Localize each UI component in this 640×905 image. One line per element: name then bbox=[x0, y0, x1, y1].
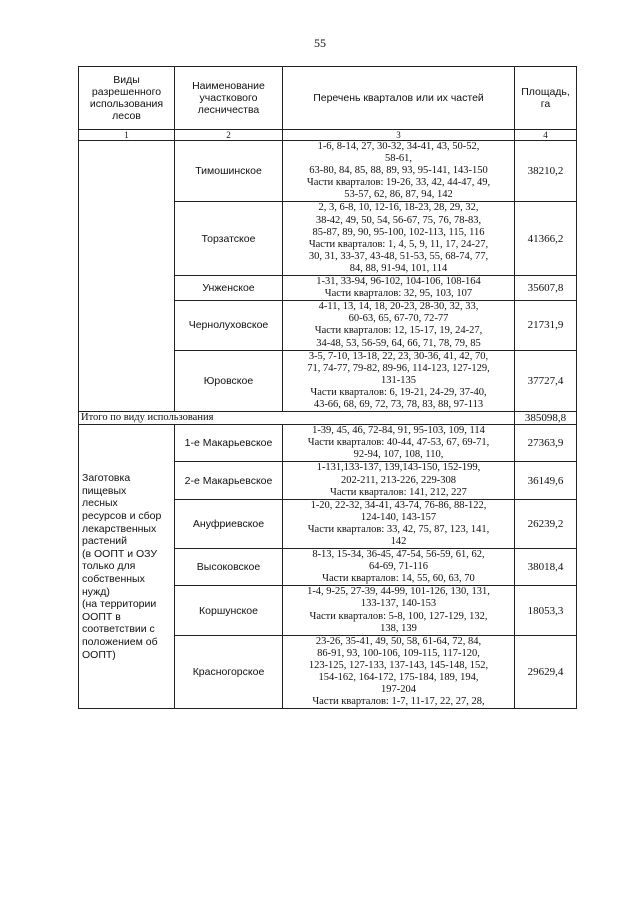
text-line: 71, 74-77, 79-82, 89-96, 114-123, 127-129, bbox=[307, 362, 490, 374]
text-line: 1-6, 8-14, 27, 30-32, 34-41, 43, 50-52, bbox=[317, 141, 480, 152]
total-row bbox=[79, 412, 577, 425]
text-line: 92-94, 107, 108, 110, bbox=[353, 449, 444, 461]
block-list bbox=[283, 301, 515, 350]
text-line: 58-61, bbox=[384, 153, 413, 165]
text-line: 142 bbox=[390, 536, 407, 547]
text-line: только для bbox=[82, 560, 136, 573]
text-line: 124-140, 143-157 bbox=[360, 511, 437, 523]
text-line: 30, 31, 33-37, 43-48, 51-53, 55, 68-74, 77, bbox=[308, 250, 489, 262]
text-line: Части кварталов: 14, 55, 60, 63, 70 bbox=[322, 573, 475, 585]
text-line: 1-39, 45, 46, 72-84, 91, 95-103, 109, 114 bbox=[312, 425, 485, 437]
total-area: 385098,8 bbox=[515, 412, 577, 425]
text-line: лекарственных bbox=[82, 522, 157, 535]
text-line: Части кварталов: 5-8, 100, 127-129, 132, bbox=[309, 610, 488, 622]
text-line: Части кварталов: 1-7, 11-17, 22, 27, 28, bbox=[312, 696, 485, 708]
area-value: 38210,2 bbox=[515, 141, 577, 202]
text-line: Части кварталов: 40-44, 47-53, 67, 69-71, bbox=[307, 437, 490, 449]
text-line: 53-57, 62, 86, 87, 94, 142 bbox=[344, 189, 453, 201]
table-row bbox=[79, 141, 577, 202]
area-value: 37727,4 bbox=[515, 350, 577, 411]
column-number: 2 bbox=[175, 130, 283, 141]
text-line: ООПТ в bbox=[82, 610, 121, 623]
text-line: Части кварталов: 33, 42, 75, 87, 123, 141, bbox=[307, 523, 490, 535]
block-list bbox=[283, 549, 515, 586]
area-value: 26239,2 bbox=[515, 499, 577, 548]
text-line: 43-66, 68, 69, 72, 73, 78, 83, 88, 97-113 bbox=[313, 398, 484, 410]
area-value: 41366,2 bbox=[515, 202, 577, 276]
header-area: Площадь, га bbox=[515, 67, 577, 130]
forest-use-table bbox=[78, 66, 577, 709]
text-line: ресурсов и сбор bbox=[82, 510, 162, 523]
text-line: ООПТ) bbox=[82, 648, 116, 661]
text-line: 197-204 bbox=[381, 684, 416, 696]
block-list bbox=[283, 141, 515, 202]
text-line: Части кварталов: 141, 212, 227 bbox=[330, 486, 467, 498]
text-line: 63-80, 84, 85, 88, 89, 93, 95-141, 143-150 bbox=[309, 165, 488, 177]
text-line: 3-5, 7-10, 13-18, 22, 23, 30-36, 41, 42, 70, bbox=[308, 350, 489, 362]
use-type-cell bbox=[79, 425, 175, 709]
forestry-name: Унженское bbox=[175, 276, 283, 301]
forestry-name: Высоковское bbox=[175, 549, 283, 586]
text-line: 34-48, 53, 56-59, 64, 66, 71, 78, 79, 85 bbox=[316, 337, 481, 349]
column-number: 4 bbox=[515, 130, 577, 141]
area-value: 18053,3 bbox=[515, 586, 577, 635]
text-line: 138, 139 bbox=[380, 622, 417, 634]
header-use-type: Виды разрешенного использования лесов bbox=[79, 67, 175, 130]
text-line: Части кварталов: 1, 4, 5, 9, 11, 17, 24-27, bbox=[308, 238, 489, 250]
text-line: 133-137, 140-153 bbox=[360, 598, 437, 610]
block-list bbox=[283, 350, 515, 411]
text-line: 1-4, 9-25, 27-39, 44-99, 101-126, 130, 131, bbox=[307, 586, 490, 598]
header-forestry: Наименование участкового лесничества bbox=[175, 67, 283, 130]
text-line: пищевых bbox=[82, 484, 127, 497]
block-list bbox=[283, 586, 515, 635]
text-line: 131-135 bbox=[381, 374, 416, 386]
block-list bbox=[283, 635, 515, 709]
forestry-name: Красногорское bbox=[175, 635, 283, 709]
forestry-name: Ануфриевское bbox=[175, 499, 283, 548]
text-line: Части кварталов: 32, 95, 103, 107 bbox=[324, 288, 473, 300]
forestry-name: Торзатское bbox=[175, 202, 283, 276]
text-line: 84, 88, 91-94, 101, 114 bbox=[349, 262, 448, 274]
text-line: (в ООПТ и ОЗУ bbox=[82, 547, 158, 560]
block-list bbox=[283, 202, 515, 276]
area-value: 27363,9 bbox=[515, 425, 577, 462]
text-line: Части кварталов: 12, 15-17, 19, 24-27, bbox=[314, 325, 483, 337]
column-number: 3 bbox=[283, 130, 515, 141]
header-blocks: Перечень кварталов или их частей bbox=[283, 67, 515, 130]
forestry-name: Тимошинское bbox=[175, 141, 283, 202]
text-line: 202-211, 213-226, 229-308 bbox=[340, 474, 457, 486]
forestry-name: Коршунское bbox=[175, 586, 283, 635]
text-line: растений bbox=[82, 535, 127, 548]
text-line: 1-131,133-137, 139,143-150, 152-199, bbox=[316, 462, 481, 474]
text-line: 38-42, 49, 50, 54, 56-67, 75, 76, 78-83, bbox=[315, 214, 482, 226]
area-value: 21731,9 bbox=[515, 301, 577, 350]
text-line: Части кварталов: 19-26, 33, 42, 44-47, 49, bbox=[306, 177, 491, 189]
column-number-row bbox=[79, 130, 577, 141]
text-line: 86-91, 93, 100-106, 109-115, 117-120, bbox=[317, 647, 480, 659]
text-line: 1-31, 33-94, 96-102, 104-106, 108-164 bbox=[316, 276, 481, 288]
text-line: 4-11, 13, 14, 18, 20-23, 28-30, 32, 33, bbox=[318, 301, 479, 313]
area-value: 29629,4 bbox=[515, 635, 577, 709]
forestry-name: Чернолуховское bbox=[175, 301, 283, 350]
header-row bbox=[79, 67, 577, 130]
block-list bbox=[283, 276, 515, 301]
text-line: (на территории bbox=[82, 598, 157, 611]
text-line: Части кварталов: 6, 19-21, 24-29, 37-40, bbox=[310, 386, 487, 398]
text-line: 85-87, 89, 90, 95-100, 102-113, 115, 116 bbox=[312, 226, 485, 238]
text-line: 64-69, 71-116 bbox=[368, 561, 429, 573]
total-label: Итого по виду использования bbox=[79, 412, 515, 425]
column-number: 1 bbox=[79, 130, 175, 141]
page-number: 55 bbox=[314, 36, 326, 50]
text-line: 2, 3, 6-8, 10, 12-16, 18-23, 28, 29, 32, bbox=[318, 202, 479, 214]
text-line: лесных bbox=[82, 497, 118, 510]
block-list bbox=[283, 499, 515, 548]
forestry-name: Юровское bbox=[175, 350, 283, 411]
text-line: 23-26, 35-41, 49, 50, 58, 61-64, 72, 84, bbox=[315, 635, 482, 647]
area-value: 36149,6 bbox=[515, 462, 577, 499]
block-list bbox=[283, 462, 515, 499]
use-type-cell bbox=[79, 141, 175, 412]
text-line: собственных bbox=[82, 573, 145, 586]
text-line: 60-63, 65, 67-70, 72-77 bbox=[348, 313, 449, 325]
block-list bbox=[283, 425, 515, 462]
text-line: 1-20, 22-32, 34-41, 43-74, 76-86, 88-122, bbox=[310, 499, 487, 511]
text-line: положением об bbox=[82, 636, 158, 648]
forestry-name: 2-е Макарьевское bbox=[175, 462, 283, 499]
text-line: нужд) bbox=[82, 585, 110, 598]
text-line: соответствии с bbox=[82, 623, 155, 636]
forestry-name: 1-е Макарьевское bbox=[175, 425, 283, 462]
text-line: Заготовка bbox=[82, 472, 131, 485]
text-line: 154-162, 164-172, 175-184, 189, 194, bbox=[318, 672, 479, 684]
area-value: 38018,4 bbox=[515, 549, 577, 586]
area-value: 35607,8 bbox=[515, 276, 577, 301]
table-row bbox=[79, 425, 577, 462]
text-line: 123-125, 127-133, 137-143, 145-148, 152, bbox=[308, 659, 489, 671]
text-line: 8-13, 15-34, 36-45, 47-54, 56-59, 61, 62, bbox=[312, 549, 485, 561]
